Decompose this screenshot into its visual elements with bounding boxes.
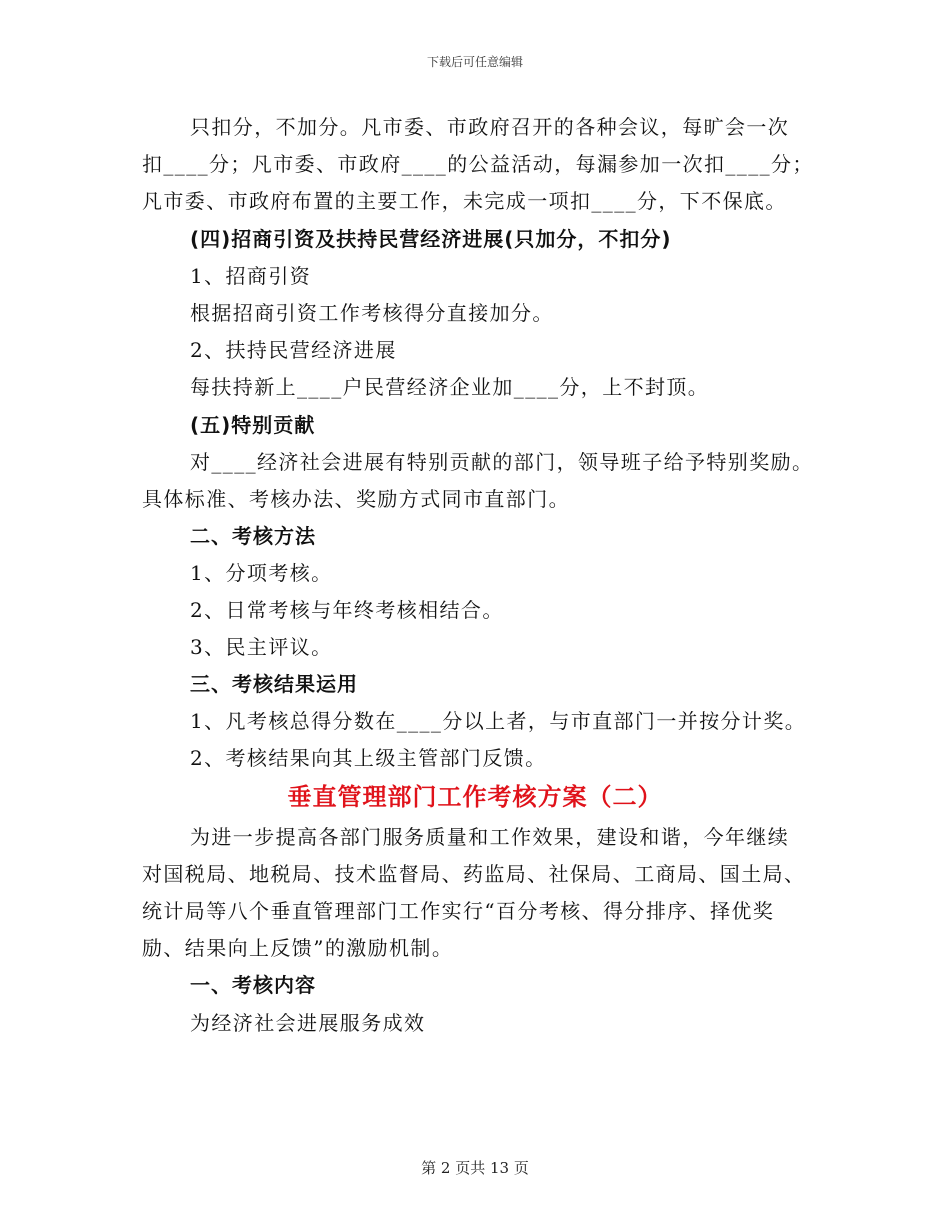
body-line: 根据招商引资工作考核得分直接加分。: [190, 301, 554, 325]
body-line: 每扶持新上____户民营经济企业加____分，上不封顶。: [190, 375, 710, 399]
subheading-line: (四)招商引资及扶持民营经济进展(只加分，不扣分): [190, 227, 672, 251]
body-line: 3、民主评议。: [190, 635, 333, 659]
page-footer: 第 2 页共 13 页: [421, 1159, 529, 1177]
body-line: 具体标准、考核办法、奖励方式同市直部门。: [142, 487, 570, 511]
body-line: 只扣分，不加分。凡市委、市政府召开的各种会议，每旷会一次: [190, 115, 790, 139]
body-line: 2、扶持民营经济进展: [190, 338, 397, 362]
body-line: 1、凡考核总得分数在____分以上者，与市直部门一并按分计奖。: [190, 709, 807, 733]
body-line: 2、日常考核与年终考核相结合。: [190, 598, 504, 622]
body-line: 为进一步提高各部门服务质量和工作效果，建设和谐，今年继续: [190, 825, 790, 849]
subheading-line: 一、考核内容: [190, 973, 316, 997]
body-line: 对____经济社会进展有特别贡献的部门，领导班子给予特别奖励。: [190, 450, 814, 474]
body-line: 扣____分；凡市委、市政府____的公益活动，每漏参加一次扣____分；: [142, 152, 814, 176]
body-line: 1、招商引资: [190, 264, 312, 288]
subheading-line: (五)特别贡献: [190, 413, 316, 437]
body-line: 对国税局、地税局、技术监督局、药监局、社保局、工商局、国土局、: [142, 862, 806, 886]
body-line: 2、考核结果向其上级主管部门反馈。: [190, 746, 547, 770]
body-line: 统计局等八个垂直管理部门工作实行“百分考核、得分排序、择优奖: [142, 899, 775, 923]
body-line: 为经济社会进展服务成效: [190, 1011, 426, 1035]
header-note: 下载后可任意编辑: [426, 55, 523, 69]
body-line: 凡市委、市政府布置的主要工作，未完成一项扣____分，下不保底。: [142, 189, 787, 213]
body-line: 励、结果向上反馈”的激励机制。: [142, 936, 454, 960]
subheading-line: 二、考核方法: [190, 524, 316, 548]
subheading-line: 三、考核结果运用: [190, 672, 358, 696]
section-title: 垂直管理部门工作考核方案（二）: [287, 783, 663, 811]
body-line: 1、分项考核。: [190, 561, 333, 585]
